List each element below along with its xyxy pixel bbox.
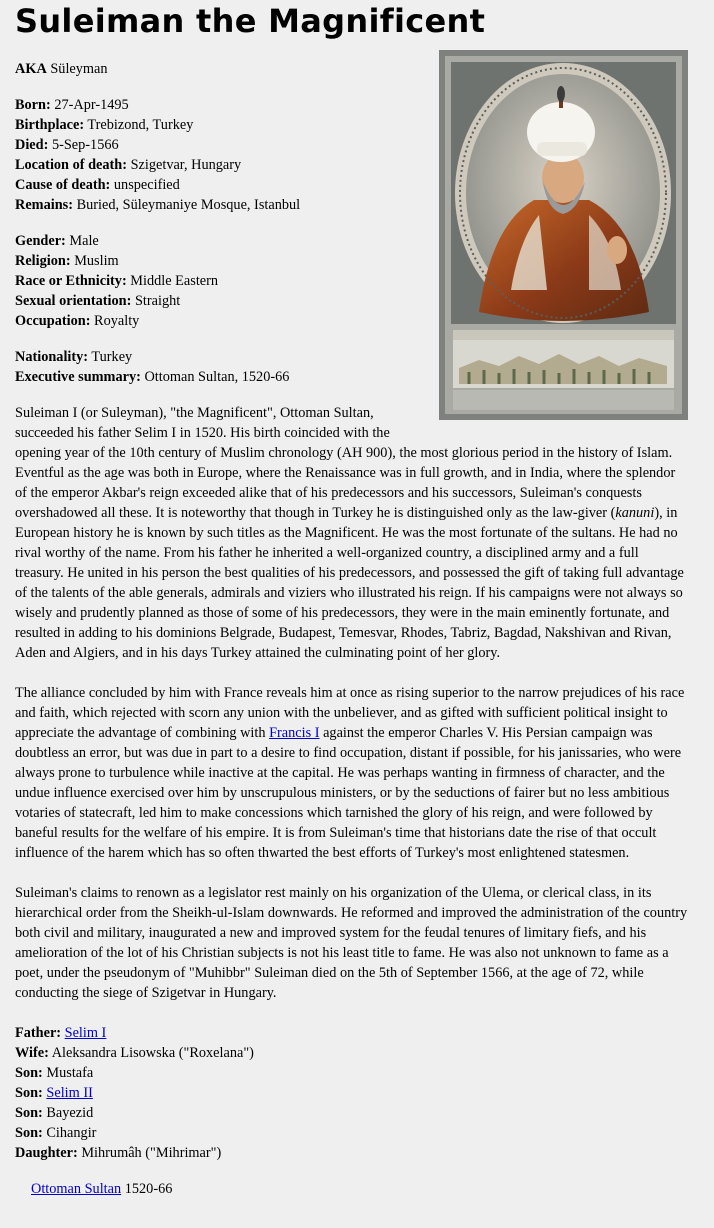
francis-i-link[interactable]: Francis I xyxy=(269,725,320,741)
fact-value: Muslim xyxy=(74,253,119,269)
fact-label: Executive summary: xyxy=(15,369,141,385)
fact-value: Buried, Süleymaniye Mosque, Istanbul xyxy=(76,197,301,213)
fact-value: Straight xyxy=(134,293,181,309)
family-label: Son: xyxy=(15,1125,43,1141)
bio-text: ), in European history he is known by such titles as the Magnificent. He was the most fortunate of the sultans. He had no rival worthy of the name. From his father he inherited a well-organized country, a disciplined army and a full treasury. He united in his person the best qualities of his predecessors, and possessed the gift of taking full advantage of the talents of the able generals, admirals and viziers who illustrated his reign. If his campaigns were not always so wisely and prudently planned as those of some of his predecessors, they were in the main eminently fortunate, and resulted in adding to his dominions Belgrade, Budapest, Temesvar, Rhodes, Tabriz, Bagdad, Nakshivan and Rivan, Aden and Algiers, and in his days Turkey attained the culminating point of her glory. xyxy=(15,505,684,661)
bio-paragraph-3: Suleiman's claims to renown as a legislator rest mainly on his organization of the Ulema, or clerical class, in its hierarchical order from the Sheikh-ul-Islam downwards. He reformed and improved the administration of the country both civil and military, inaugurated a new and improved system for the feudal tenures of limitary fiefs, and his amelioration of the lot of his Christian subjects is not his least title to fame. He was also not unknown to fame as a poet, under the pseudonym of "Muhibbr" Suleiman died on the 5th of September 1566, at the age of 72, while conducting the siege of Szigetvar in Hungary. xyxy=(15,885,688,1001)
family-value: Mihrumâh ("Mihrimar") xyxy=(81,1145,222,1161)
fact-label: Remains: xyxy=(15,197,73,213)
family-daughter xyxy=(15,1143,688,1163)
bio-paragraph-2 xyxy=(15,683,688,863)
selim-i-link[interactable]: Selim I xyxy=(64,1025,107,1041)
family-son-mustafa xyxy=(15,1063,688,1083)
family-label: Son: xyxy=(15,1105,43,1121)
fact-value: 5-Sep-1566 xyxy=(51,137,119,153)
fact-label: Religion: xyxy=(15,253,71,269)
fact-label: Occupation: xyxy=(15,313,91,329)
page-title: Suleiman the Magnificent xyxy=(15,2,486,40)
fact-value: Middle Eastern xyxy=(130,273,219,289)
fact-value: Male xyxy=(69,233,99,249)
fact-label: Location of death: xyxy=(15,157,127,173)
aka-value: Süleyman xyxy=(50,61,108,77)
fact-label: Born: xyxy=(15,97,51,113)
family-son-cihangir xyxy=(15,1123,688,1143)
bio-text: The alliance concluded by him with France reveals him at once as rising superior to the narrow prejudices of his race and faith, which rejected with scorn any union with the unbeliever, and as gifted with sufficient political insight to appreciate the advantage of combining with xyxy=(15,685,685,741)
fact-value: unspecified xyxy=(113,177,180,193)
selim-ii-link[interactable]: Selim II xyxy=(46,1085,93,1101)
bio-text: Suleiman I (or Suleyman), "the Magnificent", Ottoman Sultan, succeeded his father Selim I in 1520. His birth coincided with the opening year of the 10th century of Muslim chronology (AH 900), the most glorious period in the history of Islam. Eventful as the age was both in Europe, where the Renaissance was in full growth, and in India, where the splendor of the emperor Akbar's reign exceeded alike that of his predecessors and his successors, Suleiman's conquests overshadowed all these. It is noteworthy that though in Turkey he is distinguished only as the law-giver ( xyxy=(15,405,676,521)
fact-value: Turkey xyxy=(91,349,133,365)
family-son-selim-ii xyxy=(15,1083,688,1103)
family-label: Daughter: xyxy=(15,1145,78,1161)
fact-value: Trebizond, Turkey xyxy=(87,117,194,133)
fact-value: 27-Apr-1495 xyxy=(54,97,129,113)
ottoman-sultan-link[interactable]: Ottoman Sultan xyxy=(31,1181,122,1197)
fact-label: Died: xyxy=(15,137,49,153)
family-father xyxy=(15,1023,688,1043)
bio-text: against the emperor Charles V. His Persian campaign was doubtless an error, but was due in part to a desire to find occupation, distant if possible, for his janissaries, who were always prone to turbulence while inactive at the capital. He was perhaps wanting in firmness of character, and the undue influence exercised over him by unscrupulous ministers, or by the seductions of fairer but no less ambitious votaries of statecraft, led him to make concessions which tarnished the glory of his reign, and were followed by baneful results for the welfare of his empire. It is from Suleiman's time that historians date the rise of that occult influence of the harem which has so often thwarted the best efforts of Turkey's most enlightened statesmen. xyxy=(15,725,682,861)
family-label: Son: xyxy=(15,1065,43,1081)
family-value: Cihangir xyxy=(46,1125,97,1141)
family-value: Mustafa xyxy=(46,1065,94,1081)
fact-label: Birthplace: xyxy=(15,117,85,133)
aka-label: AKA xyxy=(15,61,47,77)
bio-emphasis: kanuni xyxy=(615,505,655,521)
fact-label: Nationality: xyxy=(15,349,89,365)
family-list xyxy=(15,1023,688,1163)
fact-label: Cause of death: xyxy=(15,177,111,193)
family-value: Bayezid xyxy=(46,1105,94,1121)
fact-label: Sexual orientation: xyxy=(15,293,132,309)
fact-value: Szigetvar, Hungary xyxy=(130,157,242,173)
portrait-image xyxy=(439,50,688,420)
family-son-bayezid xyxy=(15,1103,688,1123)
fact-value: Royalty xyxy=(94,313,140,329)
fact-value: Ottoman Sultan, 1520-66 xyxy=(144,369,290,385)
fact-label: Race or Ethnicity: xyxy=(15,273,127,289)
fact-label: Gender: xyxy=(15,233,66,249)
position-row xyxy=(31,1179,688,1199)
family-label: Father: xyxy=(15,1025,62,1041)
family-label: Wife: xyxy=(15,1045,49,1061)
position-years: 1520-66 xyxy=(121,1181,173,1197)
family-label: Son: xyxy=(15,1085,43,1101)
family-wife xyxy=(15,1043,688,1063)
bio-paragraph-1 xyxy=(15,403,688,663)
family-value: Aleksandra Lisowska ("Roxelana") xyxy=(51,1045,254,1061)
